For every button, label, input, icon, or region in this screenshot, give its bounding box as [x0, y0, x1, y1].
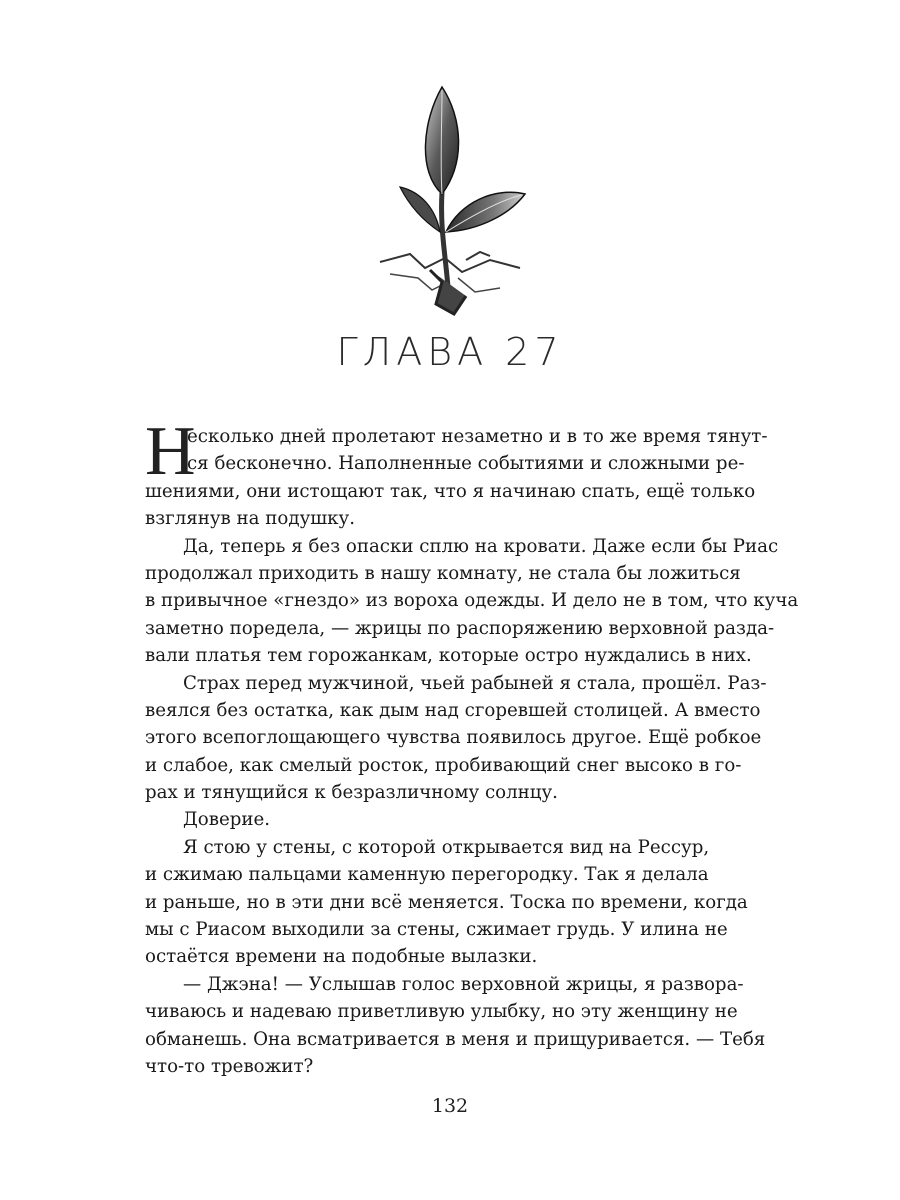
text-line: взглянув на подушку. — [145, 508, 356, 530]
text-line: Я стою у стены, с которой открывается вид на Рессур, — [183, 836, 710, 858]
body-text — [145, 413, 799, 1080]
text-line: Страх перед мужчиной, чьей рабыней я стала, прошёл. Раз- — [183, 672, 767, 694]
text-line: заметно поредела, — жрицы по распоряжению верховной разда- — [145, 617, 775, 639]
text-line: продолжал приходить в нашу комнату, не стала бы ложиться — [145, 562, 741, 584]
paragraph — [145, 834, 758, 971]
text-line: Да, теперь я без опаски сплю на кровати. Даже если бы Риас — [183, 535, 779, 557]
text-line: веялся без остатка, как дым над сгоревшей столицей. А вместо — [145, 699, 761, 721]
text-line: и сжимаю пальцами каменную перегородку. Так я делала — [145, 864, 709, 886]
sprout-illustration — [370, 82, 530, 322]
paragraph — [145, 806, 758, 833]
text-line: обманешь. Она всматривается в меня и прищуривается. — Тебя — [145, 1028, 766, 1050]
text-line: рах и тянущийся к безразличному солнцу. — [145, 782, 558, 804]
text-line: и слабое, как смелый росток, пробивающий снег высоко в го- — [145, 754, 742, 776]
text-line: ся бесконечно. Наполненные событиями и сложными ре- — [187, 453, 745, 475]
text-line: Доверие. — [183, 809, 271, 831]
text-line: шениями, они истощают так, что я начинаю спать, ещё только — [145, 480, 756, 502]
text-line: есколько дней пролетают незаметно и в то же время тянут- — [187, 426, 768, 447]
text-line: что-то тревожит? — [145, 1055, 314, 1077]
paragraph — [145, 971, 766, 1081]
text-line: вали платья тем горожанкам, которые остро нуждались в них. — [145, 645, 752, 667]
text-line: чиваюсь и надеваю приветливую улыбку, но эту женщину не — [145, 1001, 738, 1023]
drop-cap: Н — [145, 413, 196, 490]
chapter-title: ГЛАВА 27 — [336, 330, 564, 374]
text-line: мы с Риасом выходили за стены, сжимает грудь. У илина не — [145, 919, 728, 941]
text-line: и раньше, но в эти дни всё меняется. Тоска по времени, когда — [145, 891, 748, 913]
page-number: 132 — [431, 1095, 469, 1117]
paragraph — [145, 413, 768, 533]
text-line: — Джэна! — Услышав голос верховной жрицы, я развора- — [183, 973, 744, 995]
paragraph — [145, 533, 799, 670]
text-line: в привычное «гнездо» из вороха одежды. И дело не в том, что куча — [145, 590, 799, 612]
text-line: остаётся времени на подобные вылазки. — [145, 946, 538, 968]
paragraph — [145, 670, 767, 807]
text-line: этого всепоглощающего чувства появилось другое. Ещё робкое — [145, 727, 762, 749]
